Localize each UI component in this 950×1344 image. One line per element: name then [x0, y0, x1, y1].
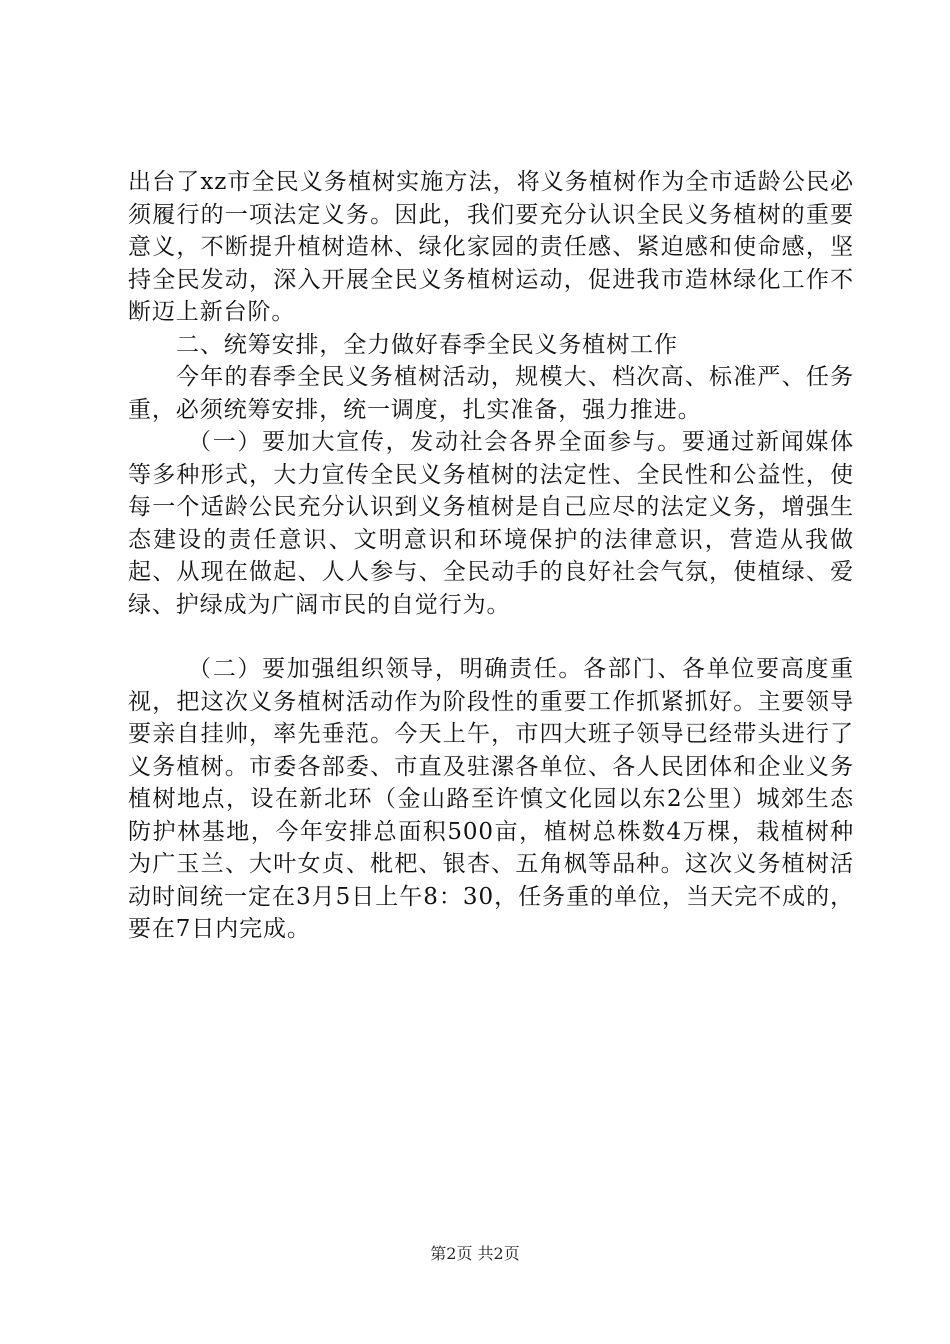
paragraph-overview: 今年的春季全民义务植树活动，规模大、档次高、标准严、任务重，必须统筹安排，统一调度，扎实准备，强力推进。: [128, 364, 854, 423]
paragraph-item-2: （二）要加强组织领导，明确责任。各部门、各单位要高度重视，把这次义务植树活动作为阶段性的重要工作抓紧抓好。主要领导要亲自挂帅，率先垂范。今天上午，市四大班子领导已经带头进行了义务植树。市委各部委、市直及驻漯各单位、各人民团体和企业义务植树地点，设在新北环（金山路至许慎文化园以东2公里）城郊生态防护林基地，今年安排总面积500亩，植树总株数4万棵，栽植树种为广玉兰、大叶女贞、枇杷、银杏、五角枫等品种。这次义务植树活动时间统一定在3月5日上午8：30，任务重的单位，当天完不成的，要在7日内完成。: [128, 656, 854, 942]
page-number-footer: 第2页 共2页: [430, 1244, 520, 1263]
paragraph-continuation: 出台了xz市全民义务植树实施方法，将义务植树作为全市适龄公民必须履行的一项法定义务。因此，我们要充分认识全民义务植树的重要意义，不断提升植树造林、绿化家园的责任感、紧迫感和使命感，坚持全民发动，深入开展全民义务植树运动，促进我市造林绿化工作不断迈上新台阶。: [128, 169, 854, 325]
document-body: [128, 166, 854, 946]
paragraph-item-1: （一）要加大宣传，发动社会各界全面参与。要通过新闻媒体等多种形式，大力宣传全民义务植树的法定性、全民性和公益性，使每一个适龄公民充分认识到义务植树是自己应尽的法定义务，增强生态建设的责任意识、文明意识和环境保护的法律意识，营造从我做起、从现在做起、人人参与、全民动手的良好社会气氛，使植绿、爱绿、护绿成为广阔市民的自觉行为。: [128, 429, 854, 618]
section-heading: 二、统筹安排，全力做好春季全民义务植树工作: [176, 331, 678, 358]
